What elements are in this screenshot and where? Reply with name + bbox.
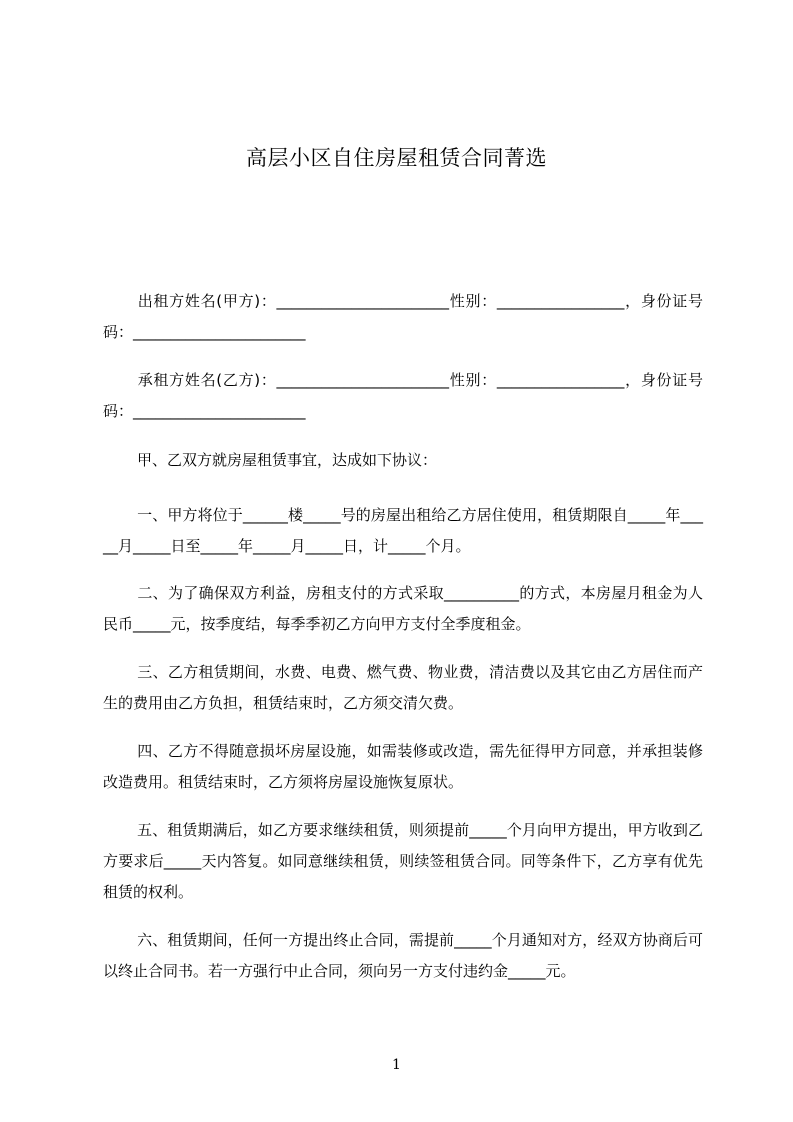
agreement-intro-paragraph <box>103 445 703 476</box>
clause-2-text: 二、为了确保双方利益，房租支付的方式采取__________的方式，本房屋月租金为人民币_____元，按季度结，每季季初乙方向甲方支付全季度租金。 <box>103 584 703 633</box>
lessor-info-text: 出租方姓名(甲方)：_______________________性别：_________________，身份证号码：_______________________ <box>103 292 703 341</box>
agreement-intro-text: 甲、乙双方就房屋租赁事宜，达成如下协议： <box>137 451 438 469</box>
clause-6-text: 六、租赁期间，任何一方提出终止合同，需提前_____个月通知对方，经双方协商后可以终止合同书。若一方强行中止合同，须向另一方支付违约金_____元。 <box>103 931 703 980</box>
page-number: 1 <box>392 1057 401 1073</box>
clause-2-paragraph <box>103 578 703 640</box>
clause-3-text: 三、乙方租赁期间，水费、电费、燃气费、物业费，清洁费以及其它由乙方居住而产生的费用由乙方负担，租赁结束时，乙方须交清欠费。 <box>103 663 703 712</box>
document-title: 高层小区自住房屋租赁合同菁选 <box>246 146 547 170</box>
lessee-info-paragraph <box>103 365 703 427</box>
clause-5-text: 五、租赁期满后，如乙方要求继续租赁，则须提前_____个月向甲方提出，甲方收到乙方要求后_____天内答复。如同意继续租赁，则续签租赁合同。同等条件下，乙方享有优先租赁的权利。 <box>103 821 703 901</box>
lessor-info-paragraph <box>103 286 703 348</box>
clause-4-paragraph <box>103 736 703 798</box>
clause-4-text: 四、乙方不得随意损坏房屋设施，如需装修或改造，需先征得甲方同意，并承担装修改造费用。租赁结束时，乙方须将房屋设施恢复原状。 <box>103 742 703 791</box>
clause-1-text: 一、甲方将位于______楼_____号的房屋出租给乙方居住使用，租赁期限自_____年_____月_____日至_____年_____月_____日，计_____个月。 <box>103 506 703 555</box>
clause-1-paragraph <box>103 500 703 562</box>
lessee-info-text: 承租方姓名(乙方)：_______________________性别：_________________，身份证号码：_______________________ <box>103 371 703 420</box>
clause-5-paragraph <box>103 815 703 908</box>
clause-3-paragraph <box>103 657 703 719</box>
clause-6-paragraph <box>103 925 703 987</box>
